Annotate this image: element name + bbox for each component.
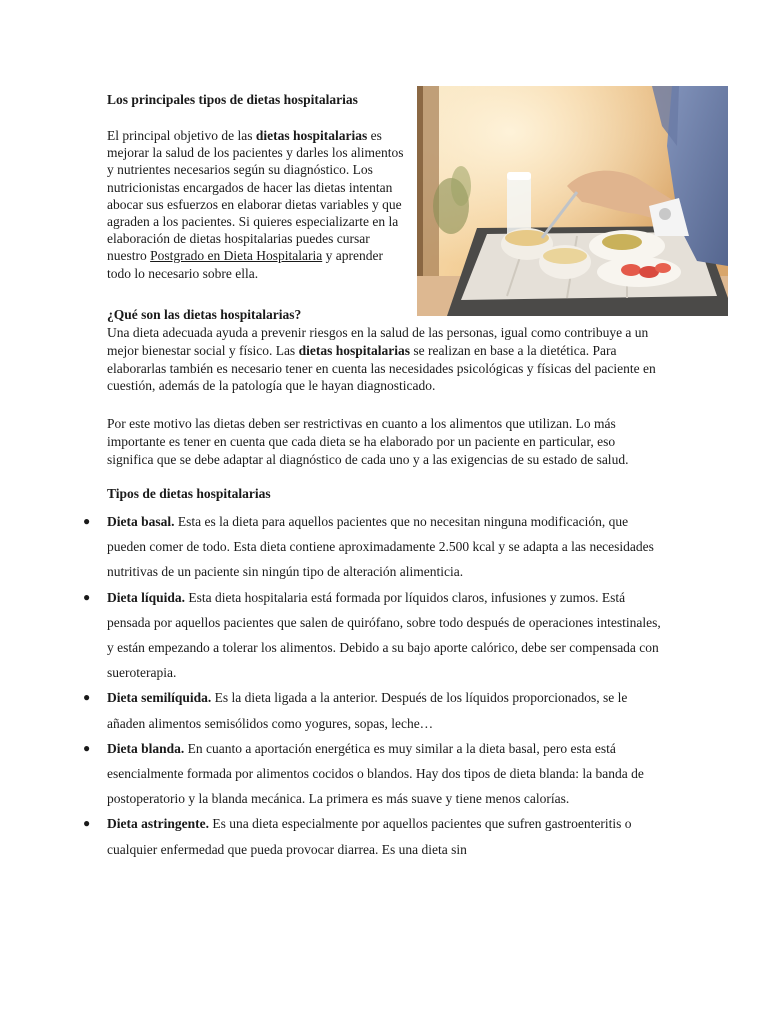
diet-description: Esta dieta hospitalaria está formada por líquidos claros, infusiones y zumos. Está pensada por aquellos pacientes que salen de quirófano, sobre todo después de operaciones intestinales, y están empezando a tolerar los alimentos. Debido a su bajo aporte calórico, debe ser compensada con sueroterapia. [107, 589, 661, 681]
diet-description: Esta es la dieta para aquellos pacientes que no necesitan ninguna modificación, que pueden comer de todo. Esta dieta contiene aproximadamente 2.500 kcal y se adapta a las necesidades nutritivas de un paciente sin ningún tipo de alteración alimenticia. [107, 514, 654, 580]
diet-name: Dieta semilíquida. [107, 690, 212, 706]
diet-description: Es una dieta especialmente por aquellos pacientes que sufren gastroenteritis o cualquier enfermedad que pueda provocar diarrea. Es una dieta sin [107, 816, 632, 857]
diet-name: Dieta líquida. [107, 589, 186, 605]
diet-name: Dieta astringente. [107, 816, 209, 832]
hospital-meal-photo [417, 86, 728, 316]
section1-paragraph-1 [107, 324, 663, 395]
document-title: Los principales tipos de dietas hospitalarias [107, 92, 358, 107]
intro-text-middle: es mejorar la salud de los pacientes y darles los alimentos y nutrientes necesarios según su diagnóstico. Los nutricionistas encargados de hacer las dietas intentan abocar sus esfuerzos en elaborar dietas variables y que agraden a los pacientes. Si quieres especializarte en la elaboración de dietas hospitalarias puedes cursar nuestro [107, 128, 404, 264]
list-item [83, 685, 667, 735]
intro-paragraph [107, 127, 407, 282]
bullet-icon: ● [83, 816, 91, 831]
diet-description: En cuanto a aportación energética es muy similar a la dieta basal, pero esta está esencialmente formada por alimentos cocidos o blandos. Hay dos tipos de dieta blanda: la banda de postoperatorio y la blanda mecánica. La primera es más suave y tiene menos calorías. [107, 740, 644, 807]
intro-text-end: y aprender todo lo necesario sobre ella. [107, 248, 383, 281]
bullet-icon: ● [83, 690, 91, 705]
list-item [83, 736, 667, 812]
bullet-icon: ● [83, 514, 91, 528]
section1-p1-bold: dietas hospitalarias [298, 342, 410, 358]
intro-bold-term: dietas hospitalarias [255, 128, 368, 143]
bullet-icon: ● [83, 740, 91, 755]
section-heading-que-son: ¿Qué son las dietas hospitalarias? [107, 307, 302, 322]
diet-name: Dieta basal. [107, 514, 175, 529]
section1-p1-end: se realizan en base a la dietética. Para elaborarlas también es necesario tener en cuenta las necesidades psicológicas y físicas del paciente en cuestión, además de la patología que le hayan diagnosticado. [107, 342, 656, 394]
list-item [83, 509, 667, 585]
intro-text-start: El principal objetivo de las [107, 128, 256, 143]
diet-description: Es la dieta ligada a la anterior. Después de los líquidos proporcionados, se le añaden alimentos semisólidos como yogures, sopas, leche… [107, 690, 628, 731]
section1-p1-start: Una dieta adecuada ayuda a prevenir riesgos en la salud de las personas, igual como contribuye a un mejor bienestar social y físico. Las [107, 325, 649, 358]
section-heading-tipos: Tipos de dietas hospitalarias [107, 486, 271, 501]
postgrado-link[interactable]: Postgrado en Dieta Hospitalaria [150, 248, 323, 264]
bullet-icon: ● [83, 589, 91, 604]
diet-name: Dieta blanda. [107, 740, 185, 756]
list-item [83, 811, 667, 861]
list-item [83, 585, 667, 686]
diet-types-list [83, 509, 667, 862]
section1-paragraph-2: Por este motivo las dietas deben ser restrictivas en cuanto a los alimentos que utilizan. Lo más importante es tener en cuenta que cada dieta se ha elaborado por un paciente en particular, eso significa que se debe adaptar al diagnóstico de cada uno y a las exigencias de su estado de salud. [107, 416, 629, 467]
